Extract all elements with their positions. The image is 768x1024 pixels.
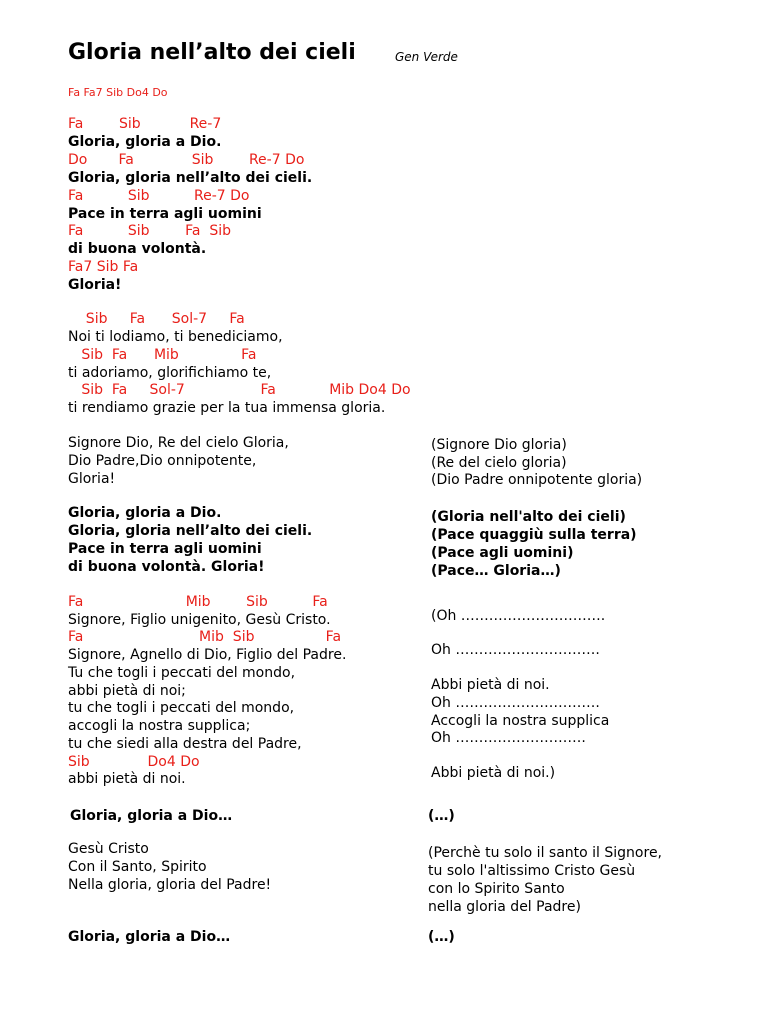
song-author: Gen Verde [395, 50, 458, 64]
lyric-line: Pace in terra agli uomini [68, 541, 262, 557]
song-title: Gloria nell’alto dei cieli [68, 40, 356, 65]
lyric-line: Gloria! [68, 277, 122, 293]
lyric-line: ti adoriamo, glorifichiamo te, [68, 365, 272, 381]
response-line: Oh ………………………. [431, 730, 586, 746]
lyric-line: Signore, Figlio unigenito, Gesù Cristo. [68, 612, 331, 628]
lyric-line: Noi ti lodiamo, ti benediciamo, [68, 329, 283, 345]
response-line: Abbi pietà di noi.) [431, 765, 556, 781]
response-line: (Re del cielo gloria) [431, 455, 567, 471]
response-line: (Pace… Gloria…) [431, 563, 561, 579]
response-line: tu solo l'altissimo Cristo Gesù [428, 863, 636, 879]
lyric-line: Signore Dio, Re del cielo Gloria, [68, 435, 289, 451]
lyric-line: Dio Padre,Dio onnipotente, [68, 453, 257, 469]
lyric-line: Gloria, gloria nell’alto dei cieli. [68, 170, 313, 186]
lyric-line: Con il Santo, Spirito [68, 859, 207, 875]
response-line: con lo Spirito Santo [428, 881, 565, 897]
response-line: (…) [428, 929, 455, 945]
lyric-line: tu che togli i peccati del mondo, [68, 700, 295, 716]
chord-line: Fa Sib Fa Sib [68, 223, 232, 239]
lyric-line: di buona volontà. Gloria! [68, 559, 265, 575]
lyric-line: Pace in terra agli uomini [68, 206, 262, 222]
lyric-line: Signore, Agnello di Dio, Figlio del Padre. [68, 647, 347, 663]
response-line: (Perchè tu solo il santo il Signore, [428, 845, 663, 861]
lyric-line: tu che siedi alla destra del Padre, [68, 736, 302, 752]
response-line: (Dio Padre onnipotente gloria) [431, 472, 643, 488]
lyric-line: Gloria, gloria a Dio… [68, 929, 231, 945]
response-line: (Oh …………………………. [431, 608, 606, 624]
intro-chords: Fa Fa7 Sib Do4 Do [68, 86, 168, 99]
response-line: (…) [428, 808, 455, 824]
response-line: Oh …………………………. [431, 695, 600, 711]
lyric-line: Tu che togli i peccati del mondo, [68, 665, 296, 681]
chord-line: Sib Fa Sol-7 Fa [68, 311, 245, 327]
lyric-line: Gloria, gloria a Dio… [70, 808, 233, 824]
response-line: (Gloria nell'alto dei cieli) [431, 509, 626, 525]
chord-line: Fa Sib Re-7 [68, 116, 222, 132]
chord-line: Sib Fa Mib Fa [68, 347, 257, 363]
response-line: (Pace quaggiù sulla terra) [431, 527, 637, 543]
lyric-line: Gloria, gloria nell’alto dei cieli. [68, 523, 313, 539]
lyric-line: di buona volontà. [68, 241, 207, 257]
lyric-line: abbi pietà di noi; [68, 683, 186, 699]
lyric-line: Gesù Cristo [68, 841, 149, 857]
lyric-line: Gloria, gloria a Dio. [68, 134, 222, 150]
chord-line: Fa Mib Sib Fa [68, 629, 342, 645]
chord-line: Sib Do4 Do [68, 754, 200, 770]
chord-line: Sib Fa Sol-7 Fa Mib Do4 Do [68, 382, 411, 398]
response-line: (Signore Dio gloria) [431, 437, 567, 453]
lyric-line: abbi pietà di noi. [68, 771, 186, 787]
lyric-line: Gloria! [68, 471, 116, 487]
response-line: Accogli la nostra supplica [431, 713, 610, 729]
response-line: Abbi pietà di noi. [431, 677, 550, 693]
chord-line: Fa Mib Sib Fa [68, 594, 328, 610]
response-line: (Pace agli uomini) [431, 545, 574, 561]
lyric-line: accogli la nostra supplica; [68, 718, 251, 734]
chord-line: Do Fa Sib Re-7 Do [68, 152, 305, 168]
lyric-line: ti rendiamo grazie per la tua immensa gloria. [68, 400, 386, 416]
response-line: nella gloria del Padre) [428, 899, 581, 915]
chord-line: Fa Sib Re-7 Do [68, 188, 250, 204]
chord-line: Fa7 Sib Fa [68, 259, 139, 275]
response-line: Oh …………………………. [431, 642, 600, 658]
lyric-line: Gloria, gloria a Dio. [68, 505, 222, 521]
lyric-line: Nella gloria, gloria del Padre! [68, 877, 272, 893]
